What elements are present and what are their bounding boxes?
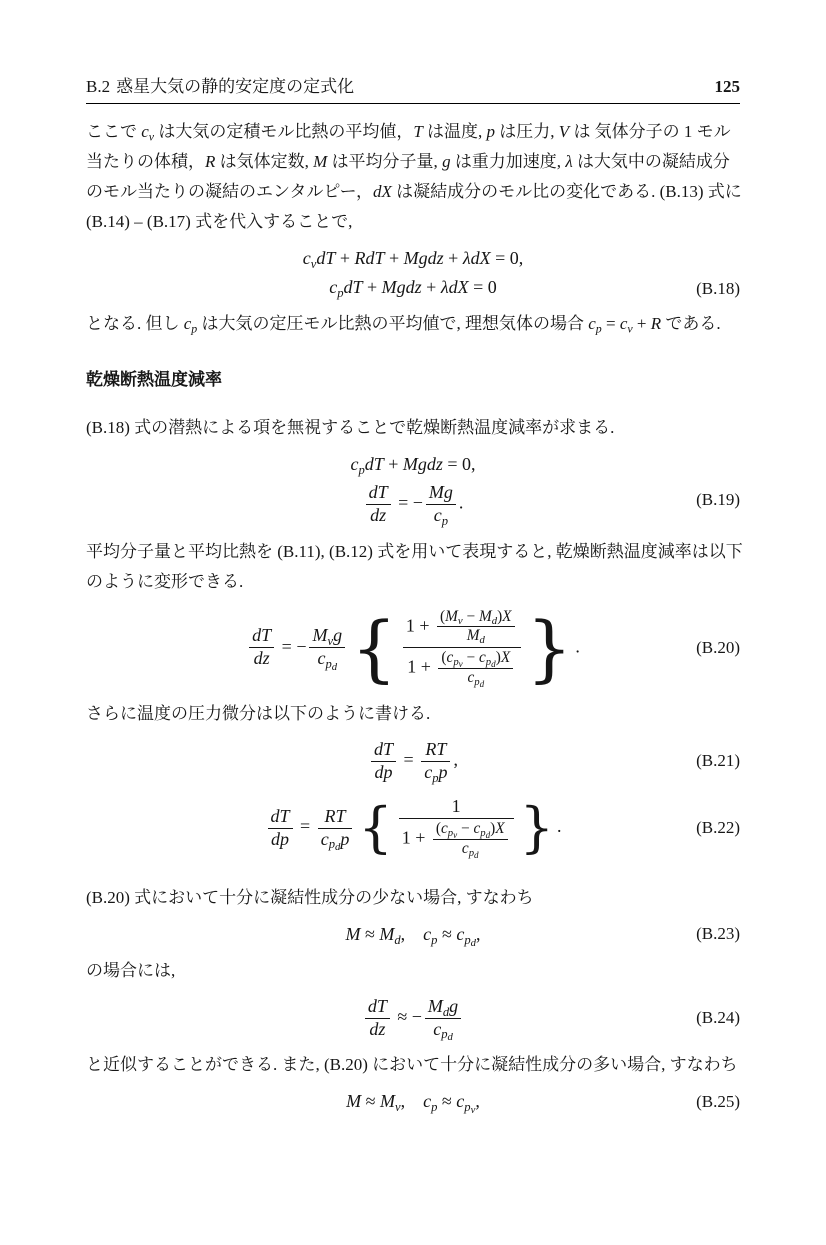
equation-line: $\frac{dT}{dz}$ = − $\frac{M_vg}{c_{p_d}}$ { 1 + $\frac{(M_v - M_d)X}{M_d}$ 1 + $\frac{(c_{p_v} - c_{p_d})X}{c_{p_d}}$ } . — [86, 604, 740, 692]
equation-number-b22: (B.22) — [696, 818, 740, 838]
equation-line: $\frac{dT}{dp}$ = $\frac{RT}{c_{p_d}p}$ { 1 1 + $\frac{(c_{p_v} - c_{p_d})X}{c_{p_d}}$ } . — [86, 793, 740, 862]
text-line: ここで $c_v$ は大気の定積モル比熱の平均値，T は温度, p は圧力, V は 気体分子の 1 モル — [86, 122, 731, 144]
equation-b25 — [86, 1087, 740, 1116]
document-page — [0, 76, 826, 1116]
equation-b24 — [86, 993, 740, 1044]
equation-line: $c_vdT$ + RdT + Mgdz + λdX = 0, — [302, 248, 524, 271]
paragraph-after-b18 — [86, 309, 740, 339]
equation-number-b24: (B.24) — [696, 1008, 740, 1028]
text-line: 当たりの体積，R は気体定数, M は平均分子量, g は重力加速度, λ は大気中の凝結成分 — [86, 152, 730, 171]
text-line: のように変形できる. — [86, 571, 244, 591]
text-line: (B.20) 式において十分に凝結性成分の少ない場合, すなわち — [86, 887, 534, 907]
equation-b18 — [86, 244, 740, 302]
subsection-heading-dry-adiabatic-lapse-rate: 乾燥断熱温度減率 — [86, 370, 222, 389]
equation-number-b21: (B.21) — [696, 751, 740, 771]
equation-line: $\frac{dT}{dp}$ = $\frac{RT}{c_pp}$ , — [86, 736, 740, 787]
paragraph-many-condensable-case — [86, 1050, 740, 1080]
paragraph-pressure-derivative — [86, 699, 740, 729]
equation-number-b20: (B.20) — [696, 637, 740, 657]
equation-b19 — [86, 450, 740, 530]
equation-line: $c_pdT$ + Mgdz + λdX = 0 — [329, 277, 497, 300]
equation-line: $M \approx M_v$, $c_p \approx c_{p_v}$, — [346, 1091, 480, 1117]
equation-b22 — [86, 793, 740, 862]
text-line: と近似することができる. また, (B.20) において十分に凝結性成分の多い場合, すなわち — [86, 1055, 738, 1075]
text-line: のモル当たりの凝結のエンタルピー，dX は凝結成分のモル比の変化である. (B.13) 式に — [86, 182, 742, 201]
page-number: 125 — [714, 77, 740, 96]
equation-b20 — [86, 604, 740, 692]
equation-b21 — [86, 736, 740, 787]
text-line: (B.14) – (B.17) 式を代入することで, — [86, 212, 353, 231]
paragraph-symbols-definition — [86, 117, 740, 237]
text-line: の場合には, — [86, 960, 176, 980]
paragraph-mean-molecular-weight — [86, 537, 743, 597]
running-header — [86, 76, 360, 98]
paragraph-lapse-rate-intro — [86, 413, 740, 443]
text-line: さらに温度の圧力微分は以下のように書ける. — [86, 703, 431, 723]
text-line: 平均分子量と平均比熱を (B.11), (B.12) 式を用いて表現すると, 乾燥断熱温度減率は以下 — [86, 541, 743, 561]
equation-line: $M \approx M_d$, $c_p \approx c_{p_d}$, — [345, 923, 481, 949]
equation-number-b25: (B.25) — [696, 1091, 740, 1111]
equation-number-b18: (B.18) — [696, 279, 740, 298]
equation-number-b23: (B.23) — [696, 924, 740, 944]
section-number: B.2 — [86, 77, 111, 96]
paragraph-few-condensable-case — [86, 883, 740, 913]
text-line: となる. 但し $c_p$ は大気の定圧モル比熱の平均値で, 理想気体の場合 $c_p = c_v + R$ である. — [86, 314, 721, 336]
paragraph-in-this-case — [86, 956, 740, 986]
equation-line: $\frac{dT}{dz}$ ≈ − $\frac{M_dg}{c_{p_d}}$ — [86, 993, 740, 1044]
page-header — [86, 76, 740, 104]
section-title: 惑星大気の静的安定度の定式化 — [116, 77, 355, 96]
equation-b23 — [86, 920, 740, 949]
text-line: (B.18) 式の潜熱による項を無視することで乾燥断熱温度減率が求まる. — [86, 418, 615, 437]
equation-number-b19: (B.19) — [696, 489, 740, 509]
equation-line: $\frac{dT}{dz}$ = − $\frac{Mg}{c_p}$ . — [86, 479, 740, 530]
equation-line: $c_pdT$ + Mgdz = 0, — [350, 454, 476, 477]
